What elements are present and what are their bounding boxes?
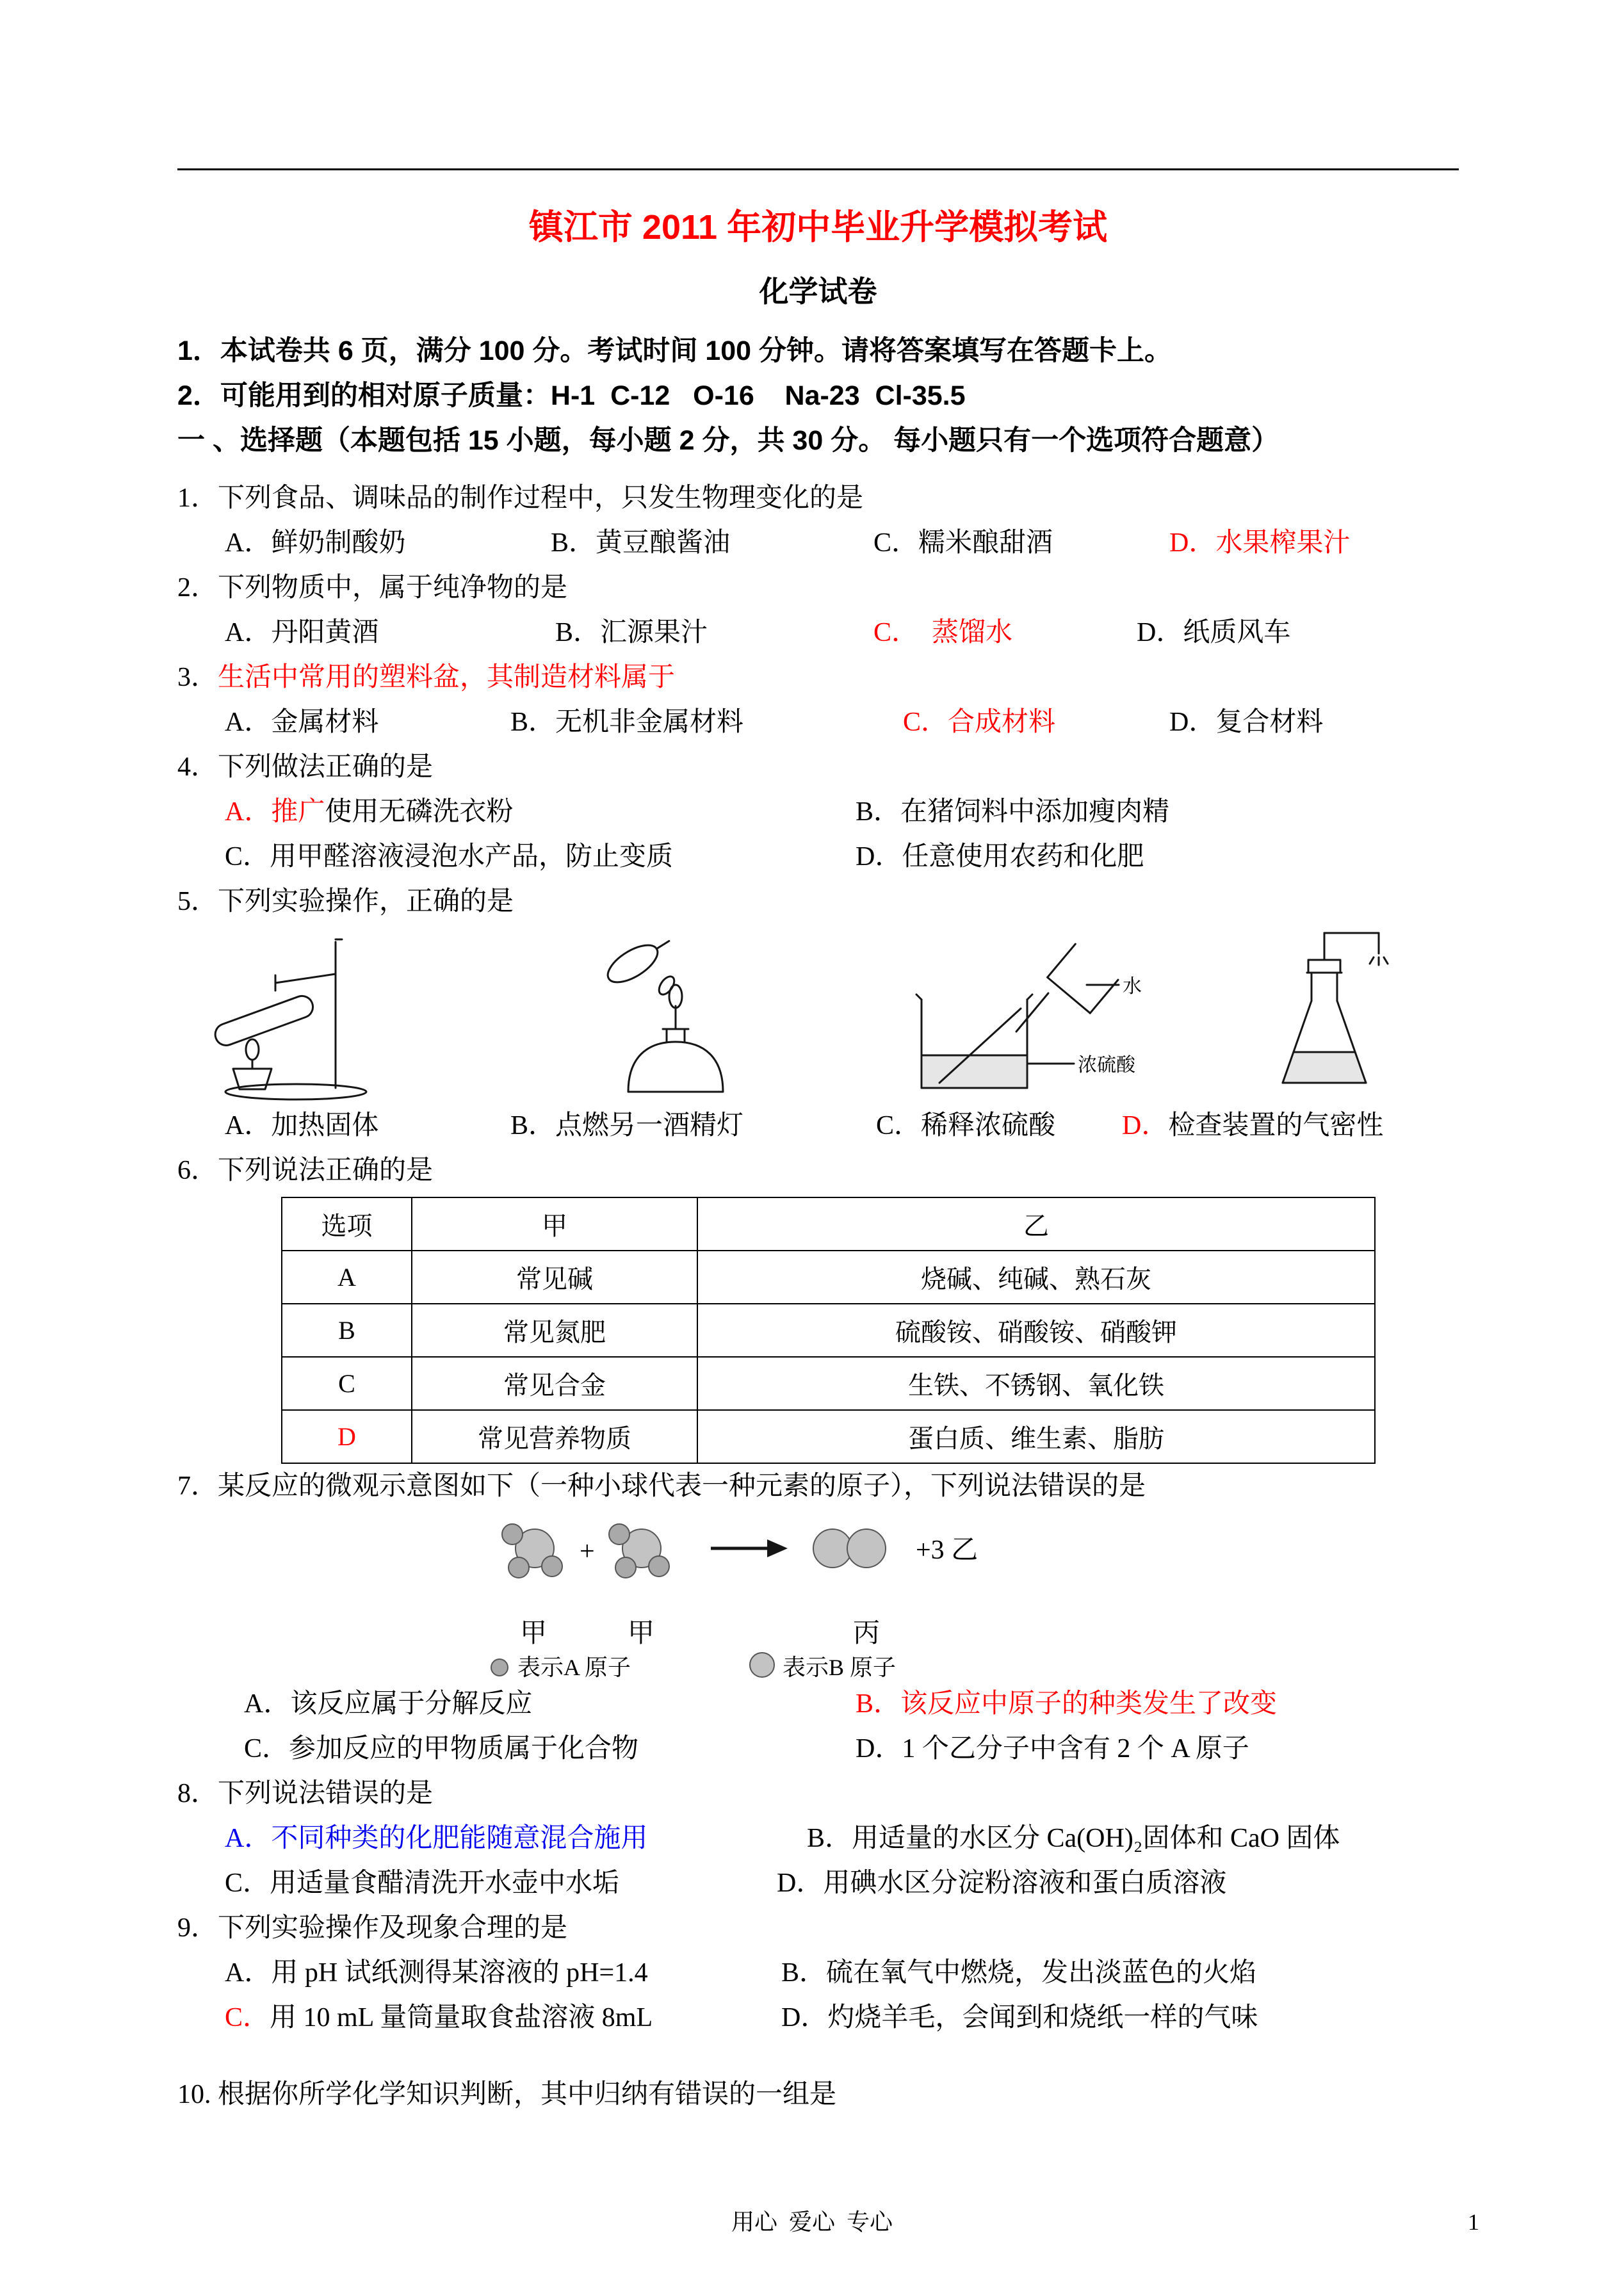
apparatus-heating-solid-illustration xyxy=(193,924,416,1103)
question-2 xyxy=(177,565,1459,655)
q9-option-a: A．用 pH 试纸测得某溶液的 pH=1.4 xyxy=(225,1958,648,1988)
q8-option-d: D．用碘水区分淀粉溶液和蛋白质溶液 xyxy=(777,1869,1227,1898)
q3-option-d: D．复合材料 xyxy=(1169,708,1324,737)
q6-cell-b2: 硫酸铵、硝酸铵、硝酸钾 xyxy=(697,1304,1375,1357)
molecule-label-jia-2: 甲 xyxy=(628,1619,655,1648)
question-7 xyxy=(177,1464,1459,1771)
q5-stem: 5．下列实验操作，正确的是 xyxy=(177,887,514,916)
q6-stem: 6．下列说法正确的是 xyxy=(177,1156,434,1185)
q5-option-d-rest: 检查装置的气密性 xyxy=(1168,1111,1384,1140)
q6-table-row-c xyxy=(282,1357,1375,1410)
q4-option-a-answer: A．推广 xyxy=(225,797,325,827)
q7-stem: 7．某反应的微观示意图如下（一种小球代表一种元素的原子），下列说法错误的是 xyxy=(177,1472,1146,1501)
q8-option-c: C．用适量食醋清洗开水壶中水垢 xyxy=(225,1869,620,1898)
q4-option-c: C．用甲醛溶液浸泡水产品，防止变质 xyxy=(225,842,674,872)
q6-table-row-b xyxy=(282,1304,1375,1357)
q9-options-row2 xyxy=(225,1995,1459,2040)
q6-cell-d0: D xyxy=(282,1410,412,1463)
q5-option-c: C．稀释浓硫酸 xyxy=(876,1111,1056,1140)
q3-stem xyxy=(177,655,1459,700)
question-6 xyxy=(177,1148,1459,1464)
q6-cell-b0: B xyxy=(282,1304,412,1357)
legend-atom-b-label: 表示B 原子 xyxy=(783,1655,897,1680)
plus-sign: + xyxy=(580,1537,595,1566)
q7-options-row2 xyxy=(244,1726,1459,1771)
q4-option-d: D．任意使用农药和化肥 xyxy=(856,842,1144,872)
q5-figures xyxy=(193,924,1459,1103)
question-1 xyxy=(177,476,1459,565)
q3-option-a: A．金属材料 xyxy=(225,708,379,737)
apparatus-dilute-acid-illustration xyxy=(889,924,1156,1103)
page-footer xyxy=(0,2208,1624,2236)
q6-table xyxy=(281,1197,1376,1464)
legend-atom-b-icon xyxy=(750,1653,774,1677)
reaction-micro-diagram xyxy=(474,1509,1306,1682)
q9-option-c xyxy=(225,1995,781,2040)
q7-option-a: A．该反应属于分解反应 xyxy=(244,1689,533,1719)
q9-option-c-rest: 用 10 mL 量筒量取食盐溶液 8mL xyxy=(270,2003,653,2032)
q3-stem-text: 生活中常用的塑料盆，其制造材料属于 xyxy=(218,663,676,692)
q4-stem: 4．下列做法正确的是 xyxy=(177,752,434,782)
airtightness-drawing xyxy=(1244,924,1408,1103)
question-5 xyxy=(177,879,1459,1148)
q9-stem: 9．下列实验操作及现象合理的是 xyxy=(177,1913,568,1943)
q6-table-row-a xyxy=(282,1251,1375,1304)
q6-cell-d2: 蛋白质、维生素、脂肪 xyxy=(697,1410,1375,1463)
page-number: 1 xyxy=(1468,2209,1479,2235)
q6-cell-c2: 生铁、不锈钢、氧化铁 xyxy=(697,1357,1375,1410)
q5-option-a: A．加热固体 xyxy=(225,1111,379,1140)
q10-stem: 10. 根据你所学化学知识判断，其中归纳有错误的一组是 xyxy=(177,2080,837,2109)
q3-option-b: B．无机非金属材料 xyxy=(510,708,744,737)
molecule-label-bing: 丙 xyxy=(853,1619,881,1648)
q1-option-b: B．黄豆酿酱油 xyxy=(551,528,731,558)
exam-title: 镇江市 2011 年初中毕业升学模拟考试 xyxy=(528,208,1108,247)
q6-cell-c1: 常见合金 xyxy=(412,1357,697,1410)
paper-subtitle: 化学试卷 xyxy=(759,275,877,308)
apparatus-airtightness-illustration xyxy=(1244,924,1408,1103)
product-suffix: +3 乙 xyxy=(916,1536,978,1565)
q6-cell-c0: C xyxy=(282,1357,412,1410)
q8-options-row2 xyxy=(225,1861,1459,1906)
q2-options xyxy=(225,610,1459,655)
q8-option-a: A．不同种类的化肥能随意混合施用 xyxy=(225,1824,648,1853)
q2-option-d: D．纸质风车 xyxy=(1137,618,1291,647)
legend-atom-a-label: 表示A 原子 xyxy=(517,1655,631,1680)
q1-options xyxy=(225,521,1459,565)
q1-stem: 1．下列食品、调味品的制作过程中，只发生物理变化的是 xyxy=(177,483,864,513)
q6-table-row-d xyxy=(282,1410,1375,1463)
q7-options-row1 xyxy=(244,1682,1459,1726)
q4-option-a xyxy=(225,790,856,834)
legend-atom-a-icon xyxy=(491,1659,508,1676)
note-atomic-masses: 2．可能用到的相对原子质量：H-1 C-12 O-16 Na-23 Cl-35.5 xyxy=(177,380,966,411)
q1-option-a: A．鲜奶制酸奶 xyxy=(225,528,406,558)
acid-label: 浓硫酸 xyxy=(1078,1055,1135,1076)
footer-motto: 用心 爱心 专心 xyxy=(731,2209,893,2235)
q3-option-c: C．合成材料 xyxy=(903,708,1056,737)
q2-option-b: B．汇源果汁 xyxy=(555,618,708,647)
q9-options-row1 xyxy=(225,1950,1459,1995)
note-paper-info: 1．本试卷共 6 页，满分 100 分。考试时间 100 分钟。请将答案填写在答题卡上。 xyxy=(177,336,1172,366)
q7-option-d: D．1 个乙分子中含有 2 个 A 原子 xyxy=(856,1734,1249,1764)
q9-option-d: D．灼烧羊毛，会闻到和烧纸一样的气味 xyxy=(781,2003,1258,2032)
light-lamp-drawing xyxy=(578,924,771,1103)
q6-cell-d1: 常见营养物质 xyxy=(412,1410,697,1463)
q6-cell-a1: 常见碱 xyxy=(412,1251,697,1304)
q4-option-a-rest: 使用无磷洗衣粉 xyxy=(325,797,514,827)
q5-option-b: B．点燃另一酒精灯 xyxy=(510,1111,744,1140)
question-10 xyxy=(177,2072,1459,2117)
q6-header-option: 选项 xyxy=(282,1197,412,1251)
molecule-label-jia-1: 甲 xyxy=(520,1619,548,1648)
question-9 xyxy=(177,1906,1459,2040)
q3-number: 3． xyxy=(177,663,218,692)
question-3 xyxy=(177,655,1459,745)
section-heading: 一 、选择题（本题包括 15 小题，每小题 2 分，共 30 分。 每小题只有一个选项符合题意） xyxy=(177,425,1279,456)
q6-header-jia: 甲 xyxy=(412,1197,697,1251)
q2-stem: 2．下列物质中，属于纯净物的是 xyxy=(177,573,568,603)
q7-option-b: B．该反应中原子的种类发生了改变 xyxy=(856,1689,1278,1719)
q4-options-row2 xyxy=(225,834,1459,879)
dilute-acid-drawing xyxy=(889,924,1156,1103)
q5-options xyxy=(225,1103,1459,1148)
apparatus-light-lamp-illustration xyxy=(578,924,771,1103)
q2-option-a: A．丹阳黄酒 xyxy=(225,618,379,647)
q5-option-d-answer: D． xyxy=(1122,1111,1169,1140)
q3-options xyxy=(225,700,1459,745)
q5-option-d xyxy=(1122,1103,1383,1148)
q9-option-c-answer: C． xyxy=(225,2003,270,2032)
q1-option-d: D．水果榨果汁 xyxy=(1169,528,1351,558)
q8-stem: 8．下列说法错误的是 xyxy=(177,1779,434,1808)
q6-cell-a0: A xyxy=(282,1251,412,1304)
q7-option-c: C．参加反应的甲物质属于化合物 xyxy=(244,1734,639,1764)
top-rule xyxy=(177,168,1459,170)
q2-option-c: C． 蒸馏水 xyxy=(873,618,1013,647)
q8-option-b: B．用适量的水区分 Ca(OH)₂固体和 CaO 固体 xyxy=(807,1824,1340,1853)
q6-table-header-row xyxy=(282,1197,1375,1251)
q6-header-yi: 乙 xyxy=(697,1197,1375,1251)
q9-option-b: B．硫在氧气中燃烧，发出淡蓝色的火焰 xyxy=(781,1958,1257,1988)
q4-options-row1 xyxy=(225,790,1459,834)
q4-option-b: B．在猪饲料中添加瘦肉精 xyxy=(856,797,1170,827)
question-8 xyxy=(177,1771,1459,1906)
question-4 xyxy=(177,745,1459,879)
q8-options-row1 xyxy=(225,1816,1459,1861)
q6-cell-a2: 烧碱、纯碱、熟石灰 xyxy=(697,1251,1375,1304)
q6-cell-b1: 常见氮肥 xyxy=(412,1304,697,1357)
water-label: 水 xyxy=(1123,976,1142,997)
q1-option-c: C．糯米酿甜酒 xyxy=(873,528,1053,558)
heating-solid-drawing xyxy=(193,924,416,1103)
